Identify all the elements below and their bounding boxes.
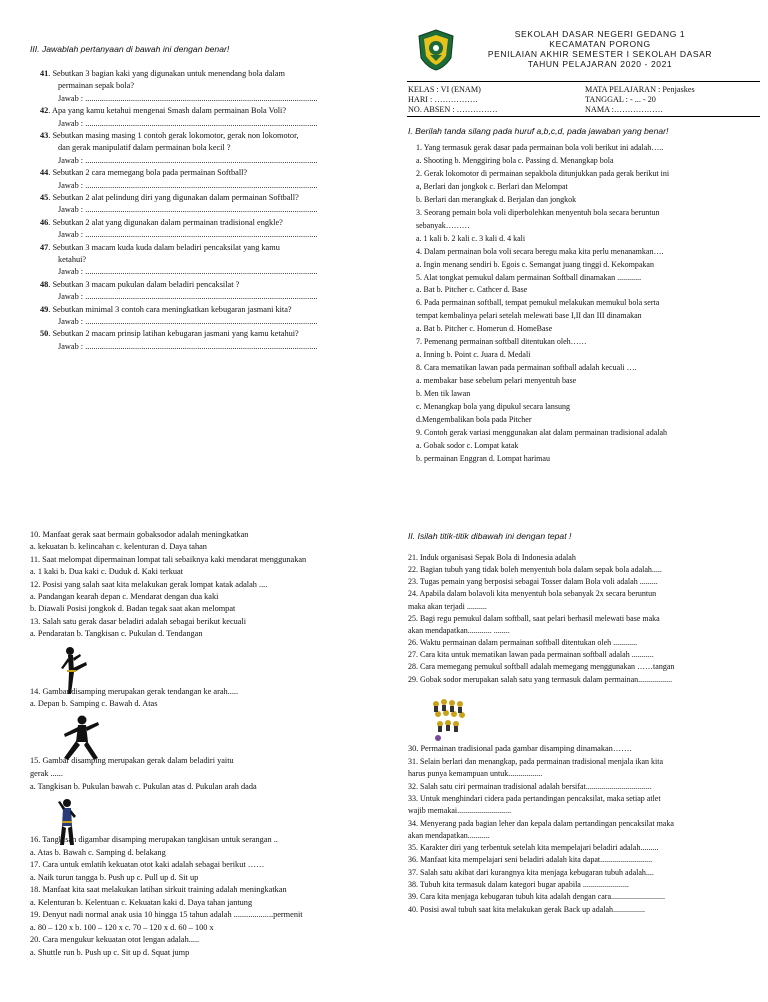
section1-line-7: a. 1 kali b. 2 kali c. 3 kali d. 4 kali [416,233,526,243]
section3-title: III. Jawablah pertanyaan di bawah ini dengan benar! [30,44,230,54]
section3-line [40,280,239,290]
page2-left-line-2: 11. Saat melompat dipermainan lompat tali sebaiknya kaki mendarat menggunakan [30,554,307,564]
question-text: dan gerak manipulatif dalam permainan bola kecil ? [58,143,231,153]
section2-line-b-4: wajib memakai........................... [408,806,512,816]
question-number: 45 [40,193,49,202]
section1-line-21: d.Mengembalikan bola pada Pitcher [416,414,532,424]
page2-left-rest-line-1: a. Naik turun tangga b. Push up c. Pull up d. Sit up [30,872,199,882]
section3-line [58,81,134,91]
date-label: TANGGAL : - ... - 20 [585,95,656,104]
section2-line-b-1: harus punya kemampuan untuk................. [408,769,543,779]
section2-line-b-7: 35. Karakter diri yang terbentuk setelah kita mempelajari beladiri adalah......... [408,843,659,853]
section1-line-22: 9. Contoh gerak variasi menggunakan alat dalam permainan tradisional adalah [416,427,668,437]
page2-left-line-6: b. Diawali Posisi jongkok d. Badan tegak saat akan melompat [30,604,236,614]
gobak-sodor-group-icon [428,696,474,747]
section1-line-0: 1. Yang termasuk gerak dasar pada permainan bola voli berikut ini adalah….. [416,143,664,152]
section1-line-2: 2. Gerak lokomotor di permainan sepakbola ditunjukkan pada gerak berikut ini [416,168,670,178]
question-number: 47 [40,242,49,252]
section1-line-1: a. Shooting b. Menggiring bola c. Passing d. Menangkap bola [416,155,614,165]
question-text: permainan sepak bola? [58,81,135,91]
section3-line [58,267,318,277]
section2-line-b-8: 36. Manfaat kita mempelajari seni beladiri adalah kita dapat.......................... [408,855,653,865]
section3-line [40,131,299,141]
section2-line-b-2: 32. Salah satu ciri permainan tradisional adalah bersifat................................. [408,781,652,791]
question-text: . Sebutkan masing masing 1 contoh gerak lokomotor, gerak non lokomotor, [48,131,299,140]
district-name: KECAMATAN PORONG [549,39,651,49]
section1-line-9: a. Ingin menang sendiri b. Egois c. Semangat juang tinggi d. Kekompakan [416,259,654,269]
exam-title: PENILAIAN AKHIR SEMESTER I SEKOLAH DASAR [487,49,713,59]
question-number: 50 [40,329,49,339]
section2-line-a-7: 26. Waktu permainan dalam permainan softball ditentukan oleh ............ [408,638,638,648]
section2-title: II. Isilah titik-titik dibawah ini dengan tepat ! [408,531,572,541]
question-text: . Sebutkan 3 macam pukulan dalam beladiri pencaksilat ? [48,279,240,289]
page2-left-line-4: 12. Posisi yang salah saat kita melakukan gerak lompat katak adalah .... [30,579,268,589]
school-name: SEKOLAH DASAR NEGERI GEDANG 1 [514,29,686,39]
section2-line-b-0: 31. Selain berlari dan menangkap, pada permainan tradisional menjala ikan kita [408,757,664,766]
page2-left-rest-line-7: a. Shuttle run b. Push up c. Sit up d. Squat jump [30,947,190,957]
page2-left-line-7: 13. Salah satu gerak dasar beladiri adalah sebagai berikut kecuali [30,616,247,626]
section2-line-a-2: 23. Tugas pemain yang berposisi sebagai Tosser dalam Bola voli adalah ......... [408,577,658,587]
page2-left-rest-line-6: 20. Cara mengukur kekuatan otot lengan adalah..... [30,935,200,944]
section3-line [40,329,299,339]
question-14-options: a. Depan b. Samping c. Bawah d. Atas [30,699,158,708]
question-15-options: a. Tangkisan b. Pukulan bawah c. Pukulan atas d. Pukulan arah dada [30,782,257,791]
question-text: Jawab : ................................................................................................................ [58,267,318,277]
question-text: . Sebutkan 2 cara memegang bola pada permainan Softball? [48,168,248,178]
question-text: Jawab : ................................................................................................................ [58,155,318,165]
day-label: HARI : ……………. [408,95,478,104]
section3-line [58,156,318,166]
question-text: . Sebutkan minimal 3 contoh cara meningkatkan kebugaran jasmani kita? [48,304,292,314]
section1-line-4: b. Berlari dan merangkak d. Berjalan dan jongkok [416,194,577,204]
section3-line [58,342,318,352]
school-year: TAHUN PELAJARAN 2020 - 2021 [527,59,673,69]
absen-label: NO. ABSEN : …………… [408,105,498,114]
section2-line-a-6: akan mendapatkan............ ........ [408,625,510,635]
question-text: Jawab : ................................................................................................................ [58,341,318,351]
section3-line [58,230,318,240]
question-text: Jawab : ................................................................................................................ [58,292,318,302]
section2-line-a-10: 29. Gobak sodor merupakan salah satu yang termasuk dalam permainan................. [408,674,673,684]
section2-line-a-5: 25. Bagi regu pemukul dalam softball, saat pelari berhasil melewati base maka [408,613,660,623]
question-16-options: a. Atas b. Bawah c. Samping d. belakang [30,848,166,857]
question-text: Jawab : ................................................................................................................ [58,93,318,103]
question-text: ketahui? [58,255,87,264]
section1-line-20: c. Menangkap bola yang dipukul secara lansung [416,402,570,411]
section1-line-13: tempat kembalinya pelari setelah melewati base I,II dan III dinamakan [416,311,642,321]
section1-line-17: 8. Cara mematikan lawan pada permainan softball adalah kecuali …. [416,363,637,373]
question-text: . Sebutkan 2 alat yang digunakan dalam permainan tradisional engkle? [48,217,283,227]
section1-title: I. Berilah tanda silang pada huruf a,b,c,d, pada jawaban yang benar! [408,126,669,136]
page2-left-rest-line-0: 17. Cara untuk emlatih kekuatan otot kaki adalah sebagai berikut …… [30,860,265,869]
section2-line-a-8: 27. Cara kita untuk mematikan lawan pada permainan softball adalah ........... [408,650,654,660]
section2-line-a-0: 21. Induk organisasi Sepak Bola di Indonesia adalah [408,553,576,562]
question-14: 14. Gambar disamping merupakan gerak tendangan ke arah..... [30,687,239,696]
question-30: 30. Permainan tradisional pada gambar disamping dinamakan……. [408,744,632,753]
section1-line-6: sebanyak……… [416,220,470,230]
page2-left-line-0: 10. Manfaat gerak saat bermain gobaksodor adalah meningkatkan [30,530,249,539]
section2-line-a-1: 22. Bagian tubuh yang tidak boleh menyentuh bola dalam sepak bola adalah..... [408,565,662,575]
section1-line-16: a. Inning b. Point c. Juara d. Medali [416,350,531,360]
question-number: 46 [40,217,49,227]
section3-line [58,94,318,104]
section1-line-14: a. Bat b. Pitcher c. Homerun d. HomeBase [416,324,553,334]
section2-line-a-4: maka akan terjadi .......... [408,601,487,611]
question-text: Jawab : ................................................................................................................ [58,118,318,128]
page2-left-line-5: a. Pandangan kearah depan c. Mendarat dengan dua kaki [30,592,219,601]
page2-left-line-3: a. 1 kaki b. Dua kaki c. Duduk d. Kaki terkuat [30,567,183,577]
page2-left-rest-line-3: a. Kelenturan b. Kelentuan c. Kekuatan kaki d. Daya tahan jantung [30,897,253,907]
section2-line-b-10: 38. Tubuh kita termasuk dalam kategori bugar apabila ....................... [408,880,629,889]
question-number: 41 [40,69,49,78]
section2-line-b-12: 40. Posisi awal tubuh saat kita melakukan gerak Back up adalah................ [408,904,646,914]
section3-line [58,317,318,327]
subject-label: MATA PELAJARAN : Penjaskes [585,85,695,94]
section3-line [58,119,318,129]
section2-line-b-9: 37. Salah satu akibat dari kurangnya kita menjaga kebugaran tubuh adalah.... [408,867,654,877]
section3-line [40,218,283,228]
question-number: 42 [40,106,49,116]
section3-line [40,69,285,79]
section3-line [58,255,86,265]
section3-line [58,205,318,215]
section1-line-24: b. permainan Enggran d. Lompat harimau [416,453,550,463]
question-text: . Sebutkan 2 alat pelindung diri yang digunakan dalam permainan Softball? [48,193,299,202]
name-label: NAMA :……………… [585,105,664,114]
section3-line [40,243,280,253]
section2-line-b-3: 33. Untuk menghindari cidera pada pertandingan pencaksilat, maka setiap atlet [408,793,661,803]
section1-line-18: a. membakar base sebelum pelari menyentuh base [416,376,577,386]
page2-left-line-8: a. Pendaratan b. Tangkisan c. Pukulan d. Tendangan [30,629,203,639]
question-number: 44 [40,168,49,178]
page2-left-rest-line-5: a. 80 – 120 x b. 100 – 120 x c. 70 – 120 x d. 60 – 100 x [30,922,214,932]
section1-line-3: a, Berlari dan jongkok c. Berlari dan Melompat [416,181,568,191]
header-divider-top [407,81,760,82]
question-text: . Sebutkan 3 bagian kaki yang digunakan untuk menendang bola dalam [48,69,285,78]
section1-line-23: a. Gobak sodor c. Lompat katak [416,440,519,450]
question-number: 43 [40,131,49,140]
header-divider-bottom [407,116,760,117]
section3-line [40,305,292,315]
section3-line [58,143,231,153]
class-label: KELAS : VI (ENAM) [408,85,481,94]
question-text: Jawab : ................................................................................................................ [58,180,318,190]
section3-line [40,193,299,203]
section2-line-b-11: 39. Cara kita menjaga kebugaran tubuh kita adalah dengan cara........................... [408,892,666,902]
question-text: . Apa yang kamu ketahui mengenai Smash dalam permainan Bola Voli? [48,106,287,116]
section2-line-a-3: 24. Apabila dalam bolavoli kita menyentuh bola sebanyak 2x secara beruntun [408,589,657,599]
section3-line [40,168,247,178]
question-number: 48 [40,279,49,289]
question-text: . Sebutkan 2 macam prinsip latihan kebugaran jasmani yang kamu ketahui? [48,329,299,339]
question-text: Jawab : ................................................................................................................ [58,205,318,215]
section3-line [40,106,286,116]
question-text: . Sebutkan 3 macam kuda kuda dalam beladiri pencaksilat yang kamu [48,242,280,252]
section3-line [58,292,318,302]
section1-line-15: 7. Pemenang permainan softball ditentukan oleh…… [416,337,587,347]
section1-line-11: a. Bat b. Pitcher c. Cathcer d. Base [416,285,528,295]
section1-line-19: b. Men tik lawan [416,389,471,399]
page2-left-line-1: a. kekuatan b. kelincahan c. kelenturan d. Daya tahan [30,542,207,552]
section1-line-8: 4. Dalam permainan bola voli secara beregu maka kita perlu menanamkan…. [416,246,664,256]
section2-line-b-5: 34. Menyerang pada bagian leher dan kepala dalam pertandingan pencaksilat maka [408,818,674,828]
page2-left-rest-line-4: 19. Denyut nadi normal anak usia 10 hingga 15 tahun adalah ...................permenit [30,910,303,919]
section1-line-10: 5. Alat tongkat pemukul dalam permainan Softball dinamakan ............ [416,272,642,282]
question-text: Jawab : ................................................................................................................ [58,230,318,240]
question-15-line2: gerak ...... [30,769,63,778]
question-15: 15. Gambar disamping merupakan gerak dalam beladiri yaitu [30,756,234,765]
section2-line-a-9: 28. Cara memegang pemukul softball adalah memegang menggunakan ……tangan [408,662,675,672]
section1-line-5: 3. Seorang pemain bola voli diperbolehkan menyentuh bola secara beruntun [416,207,660,217]
section3-line [58,181,318,191]
section2-line-b-6: akan mendapatkan........... [408,830,490,840]
section1-line-12: 6. Pada permainan softball, tempat pemukul melakukan memukul bola serta [416,298,660,308]
question-text: Jawab : ................................................................................................................ [58,317,318,326]
question-number: 49 [40,304,49,314]
page2-left-rest-line-2: 18. Manfaat kita saat melakukan latihan sirkuit training adalah meningkatkan [30,885,287,894]
question-16: 16. Tangkisan digambar disamping merupakan tangkisan untuk serangan .. [30,835,278,844]
